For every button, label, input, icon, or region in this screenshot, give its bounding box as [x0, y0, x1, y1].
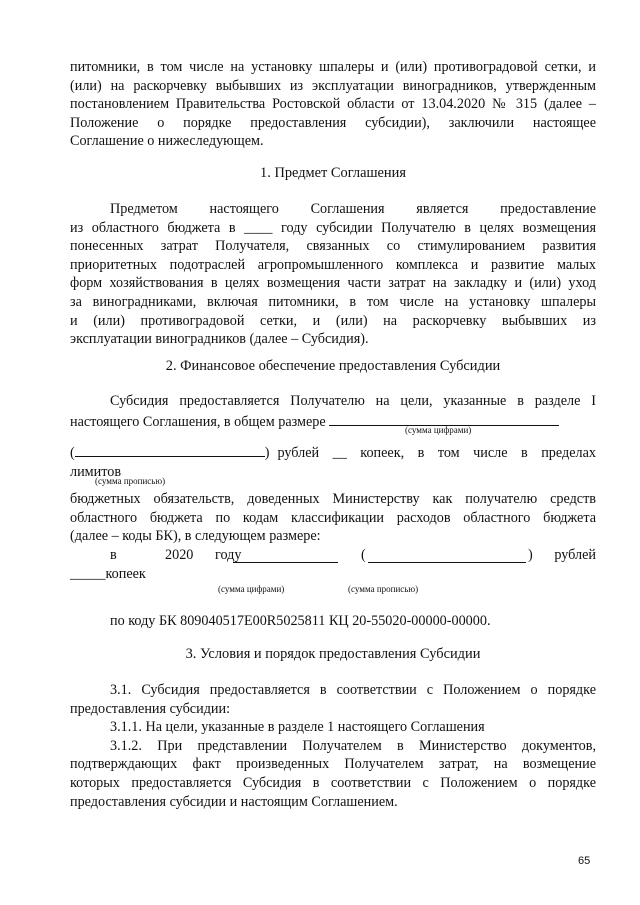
- open-paren: (: [70, 445, 75, 461]
- year-amount-digits-field[interactable]: [233, 548, 338, 563]
- year-close-paren: ): [528, 547, 533, 563]
- section-3-1-1-line: 3.1.1. На цели, указанные в разделе 1 настоящего Соглашения: [110, 719, 485, 736]
- year-words-label: (сумма прописью): [348, 584, 419, 594]
- year-kopeks: _____копеек: [70, 565, 146, 582]
- amount-digits-field[interactable]: [329, 411, 559, 426]
- close-paren: ): [264, 445, 270, 461]
- section-2-p2-rest: рублей __ копеек, в том числе в пределах: [277, 445, 596, 461]
- section-1-line: из областного бюджета в ____ году субсидии Получателю в целях возмещения: [70, 219, 596, 236]
- section-2-p3-line: бюджетных обязательств, доведенных Министерству как получателю средств: [70, 491, 596, 507]
- section-1-line: форм хозяйствования в целях возмещения части затрат на закладку и (или) уход: [70, 275, 596, 292]
- year-in: в: [110, 547, 117, 563]
- section-1-line: Предметом настоящего Соглашения является предоставление: [110, 201, 596, 217]
- intro-line: Положение о порядке предоставления субсидии), заключили настоящее: [70, 114, 596, 131]
- section-3-1-line: предоставления субсидии:: [70, 700, 231, 717]
- section-1-line: за виноградниками, включая питомники, в том числе на установку шпалеры: [70, 293, 596, 310]
- section-2-p2-line-2: лимитов: [70, 463, 122, 480]
- intro-paragraph: [70, 58, 596, 151]
- section-2-p1-line: Субсидия предоставляется Получателю на цели, указанные в разделе I: [110, 393, 596, 409]
- section-3-1-2-line: подтверждающих факт произведенных Получателем затрат, на возмещение: [70, 756, 596, 773]
- amount-words-field[interactable]: [75, 442, 265, 457]
- year-row-line: [70, 546, 596, 565]
- section-1-line: и (или) противоградовой сетки, и (или) на раскорчевку выбывших из: [70, 312, 596, 329]
- amount-digits-label: (сумма цифрами): [405, 425, 472, 435]
- intro-line: питомники, в том числе на установку шпалеры и (или) противоградовой сетки, и: [70, 59, 596, 75]
- section-2-heading: 2. Финансовое обеспечение предоставления Субсидии: [165, 358, 501, 374]
- section-2-p1: [70, 392, 596, 431]
- intro-line: Соглашение о нижеследующем.: [70, 133, 264, 150]
- page-number: 65: [578, 855, 591, 867]
- section-2-p2-line: [70, 442, 596, 463]
- section-3-paragraph: [70, 681, 596, 811]
- section-2-p3: [70, 490, 596, 546]
- section-1-line: понесенных затрат Получателя, связанных со стимулированием развития: [70, 238, 596, 255]
- section-2-p1-line-2: [70, 411, 596, 432]
- year-amount-words-field[interactable]: [368, 548, 526, 563]
- section-2-p1-text: настоящего Соглашения, в общем размере: [70, 413, 326, 430]
- section-1-line: эксплуатации виноградников (далее – Субсидия).: [70, 331, 369, 348]
- section-3-heading: 3. Условия и порядок предоставления Субсидии: [185, 646, 481, 662]
- section-3-1-2-line: 3.1.2. При представлении Получателем в Министерство документов,: [110, 737, 596, 754]
- intro-line: постановлением Правительства Ростовской области от 13.04.2020 № 315 (далее –: [70, 96, 596, 113]
- bk-code-line: [70, 612, 596, 631]
- section-2-p3-line: областного бюджета по кодам классификации расходов областного бюджета: [70, 509, 596, 526]
- intro-line: (или) на раскорчевку выбывших из эксплуатации виноградников, утвержденным: [70, 77, 596, 94]
- section-1-heading: 1. Предмет Соглашения: [260, 165, 406, 181]
- year-open-paren: (: [361, 547, 366, 563]
- year-rubles: рублей: [554, 547, 596, 563]
- section-1-line: приоритетных подотраслей агропромышленного комплекса и развитие малых: [70, 256, 596, 273]
- amount-words-label: (сумма прописью): [95, 476, 166, 486]
- year-digits-label: (сумма цифрами): [218, 584, 285, 594]
- section-3-1-2-line: которых предоставляется Субсидия в соответствии с Положением о порядке: [70, 774, 596, 791]
- year-value: 2020: [165, 547, 194, 563]
- section-2-p3-line: (далее – коды БК), в следующем размере:: [70, 528, 321, 545]
- section-3-1-line: 3.1. Субсидия предоставляется в соответствии с Положением о порядке: [110, 682, 596, 698]
- section-3-1-2-line: предоставления субсидии и настоящим Соглашением.: [70, 793, 398, 810]
- section-1-paragraph: [70, 200, 596, 349]
- year-word: году: [215, 547, 242, 563]
- bk-code-text: по коду БК 809040517Е00R5025811 КЦ 20-55020-00000-00000.: [110, 613, 491, 629]
- year-row: [70, 546, 596, 583]
